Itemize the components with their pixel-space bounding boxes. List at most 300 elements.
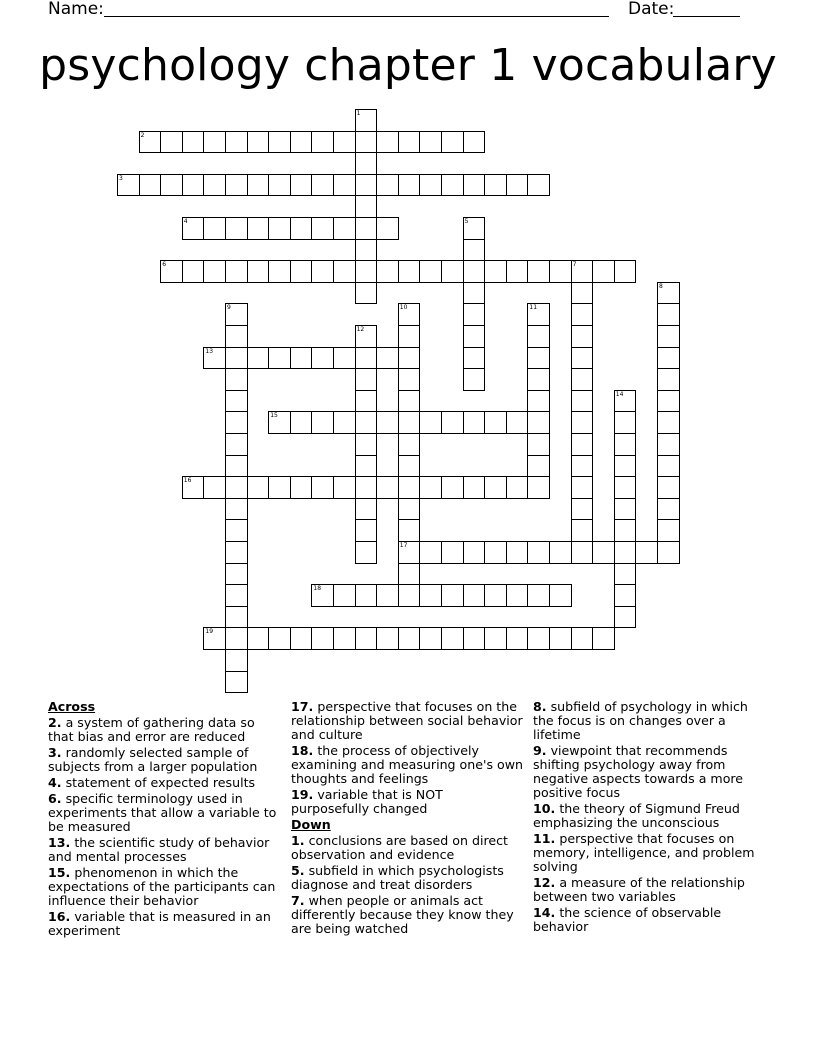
down-clue (533, 876, 769, 904)
grid-cell[interactable] (225, 325, 248, 348)
grid-cell[interactable] (203, 347, 226, 370)
grid-cell[interactable] (398, 627, 421, 650)
grid-cell[interactable] (506, 584, 529, 607)
clue-number: 17 (399, 542, 408, 549)
grid-cell[interactable] (268, 131, 291, 154)
grid-cell[interactable] (247, 174, 270, 197)
grid-cell[interactable] (203, 476, 226, 499)
grid-cell[interactable] (484, 584, 507, 607)
grid-cell[interactable] (225, 390, 248, 413)
grid-cell[interactable] (419, 476, 442, 499)
grid-cell[interactable] (463, 476, 486, 499)
grid-cell[interactable] (614, 455, 637, 478)
name-label: Name: (48, 0, 104, 19)
grid-cell[interactable] (657, 347, 680, 370)
grid-cell[interactable] (657, 433, 680, 456)
clue-label-number: 4. (48, 775, 62, 790)
clue-number: 10 (399, 304, 408, 312)
grid-cell[interactable] (441, 411, 464, 434)
grid-cell[interactable] (463, 303, 486, 326)
clue-text: variable that is NOT purposefully changed (291, 787, 443, 816)
grid-cell[interactable] (398, 476, 421, 499)
grid-cell[interactable] (592, 260, 615, 283)
grid-cell[interactable] (355, 195, 378, 218)
grid-cell[interactable] (527, 411, 550, 434)
grid-cell[interactable] (355, 368, 378, 391)
grid-cell[interactable] (527, 390, 550, 413)
clue-label-number: 3. (48, 745, 62, 760)
clue-number: 11 (529, 304, 538, 312)
grid-cell[interactable] (592, 541, 615, 564)
grid-cell[interactable] (527, 627, 550, 650)
grid-cell[interactable] (225, 433, 248, 456)
grid-cell[interactable] (614, 541, 637, 564)
grid-cell[interactable] (182, 260, 205, 283)
grid-cell[interactable] (398, 541, 421, 564)
grid-cell[interactable] (290, 411, 313, 434)
grid-cell[interactable] (247, 131, 270, 154)
grid-cell[interactable] (225, 131, 248, 154)
grid-cell[interactable] (441, 584, 464, 607)
grid-cell[interactable] (355, 217, 378, 240)
grid-cell[interactable] (398, 498, 421, 521)
grid-cell[interactable] (614, 411, 637, 434)
clue-text: subfield in which psychologists diagnose and treat disorders (291, 863, 504, 892)
across-clue (291, 700, 523, 742)
grid-cell[interactable] (355, 152, 378, 175)
grid-cell[interactable] (592, 627, 615, 650)
grid-cell[interactable] (527, 584, 550, 607)
clues-column-2 (291, 700, 523, 938)
grid-cell[interactable] (441, 174, 464, 197)
clue-label-number: 19. (291, 787, 314, 802)
grid-cell[interactable] (463, 411, 486, 434)
grid-cell[interactable] (506, 541, 529, 564)
grid-cell[interactable] (614, 563, 637, 586)
grid-cell[interactable] (117, 174, 140, 197)
grid-cell[interactable] (225, 303, 248, 326)
grid-cell[interactable] (311, 627, 334, 650)
grid-cell[interactable] (355, 131, 378, 154)
grid-cell[interactable] (376, 217, 399, 240)
grid-cell[interactable] (225, 347, 248, 370)
grid-cell[interactable] (463, 584, 486, 607)
grid-cell[interactable] (571, 455, 594, 478)
grid-cell[interactable] (657, 476, 680, 499)
grid-cell[interactable] (355, 455, 378, 478)
grid-cell[interactable] (441, 627, 464, 650)
across-clue (48, 910, 284, 938)
grid-cell[interactable] (290, 260, 313, 283)
grid-cell[interactable] (333, 584, 356, 607)
grid-cell[interactable] (333, 347, 356, 370)
grid-cell[interactable] (441, 476, 464, 499)
grid-cell[interactable] (398, 303, 421, 326)
grid-cell[interactable] (247, 217, 270, 240)
grid-cell[interactable] (355, 390, 378, 413)
grid-cell[interactable] (571, 325, 594, 348)
clue-text: specific terminology used in experiments that allow a variable to be measured (48, 791, 277, 834)
grid-cell[interactable] (614, 519, 637, 542)
grid-cell[interactable] (355, 627, 378, 650)
grid-cell[interactable] (203, 217, 226, 240)
grid-cell[interactable] (247, 476, 270, 499)
grid-cell[interactable] (463, 627, 486, 650)
grid-cell[interactable] (376, 347, 399, 370)
grid-cell[interactable] (463, 325, 486, 348)
grid-cell[interactable] (268, 627, 291, 650)
grid-cell[interactable] (268, 411, 291, 434)
grid-cell[interactable] (182, 476, 205, 499)
across-clue (48, 792, 284, 834)
grid-cell[interactable] (398, 260, 421, 283)
grid-cell[interactable] (160, 260, 183, 283)
grid-cell[interactable] (484, 411, 507, 434)
grid-cell[interactable] (355, 584, 378, 607)
grid-cell[interactable] (398, 519, 421, 542)
grid-cell[interactable] (527, 174, 550, 197)
clue-text: the process of objectively examining and measuring one's own thoughts and feelings (291, 743, 524, 786)
grid-cell[interactable] (160, 174, 183, 197)
grid-cell[interactable] (225, 455, 248, 478)
grid-cell[interactable] (225, 649, 248, 672)
grid-cell[interactable] (203, 260, 226, 283)
down-clue (533, 906, 769, 934)
grid-cell[interactable] (398, 455, 421, 478)
grid-cell[interactable] (571, 347, 594, 370)
grid-cell[interactable] (441, 131, 464, 154)
clue-label-number: 7. (291, 893, 305, 908)
clue-label-number: 5. (291, 863, 305, 878)
clue-label-number: 12. (533, 875, 556, 890)
grid-cell[interactable] (225, 519, 248, 542)
grid-cell[interactable] (657, 303, 680, 326)
grid-cell[interactable] (225, 411, 248, 434)
grid-cell[interactable] (376, 411, 399, 434)
grid-cell[interactable] (311, 131, 334, 154)
grid-cell[interactable] (355, 541, 378, 564)
grid-cell[interactable] (355, 239, 378, 262)
clue-number: 7 (572, 261, 577, 269)
grid-cell[interactable] (657, 390, 680, 413)
grid-cell[interactable] (463, 174, 486, 197)
clue-number: 5 (464, 218, 469, 225)
grid-cell[interactable] (657, 282, 680, 305)
grid-cell[interactable] (549, 627, 572, 650)
grid-cell[interactable] (657, 541, 680, 564)
grid-cell[interactable] (268, 217, 291, 240)
grid-cell[interactable] (549, 584, 572, 607)
clue-number: 18 (313, 585, 322, 593)
grid-cell[interactable] (419, 541, 442, 564)
grid-cell[interactable] (571, 282, 594, 305)
clue-text: variable that is measured in an experiment (48, 909, 271, 938)
grid-cell[interactable] (139, 131, 162, 154)
grid-cell[interactable] (463, 131, 486, 154)
grid-cell[interactable] (419, 584, 442, 607)
grid-cell[interactable] (290, 174, 313, 197)
clue-text: subfield of psychology in which the focus is on changes over a lifetime (533, 699, 748, 742)
clue-label-number: 10. (533, 801, 556, 816)
clue-number: 16 (183, 477, 192, 485)
grid-cell[interactable] (419, 131, 442, 154)
grid-cell[interactable] (225, 671, 248, 694)
grid-cell[interactable] (635, 541, 658, 564)
grid-cell[interactable] (225, 260, 248, 283)
grid-cell[interactable] (333, 627, 356, 650)
clue-text: the science of observable behavior (533, 905, 722, 934)
grid-cell[interactable] (268, 347, 291, 370)
across-heading: Across (48, 699, 96, 714)
clue-label-number: 16. (48, 909, 71, 924)
grid-cell[interactable] (484, 174, 507, 197)
grid-cell[interactable] (355, 109, 378, 132)
grid-cell[interactable] (571, 390, 594, 413)
grid-cell[interactable] (527, 476, 550, 499)
clue-label-number: 13. (48, 835, 71, 850)
grid-cell[interactable] (549, 541, 572, 564)
grid-cell[interactable] (182, 131, 205, 154)
grid-cell[interactable] (549, 260, 572, 283)
grid-cell[interactable] (506, 411, 529, 434)
grid-cell[interactable] (463, 239, 486, 262)
grid-cell[interactable] (506, 174, 529, 197)
grid-cell[interactable] (225, 174, 248, 197)
grid-cell[interactable] (247, 260, 270, 283)
grid-cell[interactable] (355, 325, 378, 348)
grid-cell[interactable] (657, 455, 680, 478)
grid-cell[interactable] (376, 131, 399, 154)
clue-label-number: 18. (291, 743, 314, 758)
grid-cell[interactable] (398, 325, 421, 348)
grid-cell[interactable] (376, 476, 399, 499)
grid-cell[interactable] (311, 260, 334, 283)
grid-cell[interactable] (527, 541, 550, 564)
clue-number: 2 (140, 131, 145, 139)
grid-cell[interactable] (614, 498, 637, 521)
grid-cell[interactable] (290, 476, 313, 499)
grid-cell[interactable] (355, 433, 378, 456)
grid-cell[interactable] (484, 627, 507, 650)
page-title: psychology chapter 1 vocabulary (39, 40, 777, 91)
grid-cell[interactable] (527, 433, 550, 456)
grid-cell[interactable] (419, 627, 442, 650)
grid-cell[interactable] (225, 606, 248, 629)
grid-cell[interactable] (311, 476, 334, 499)
grid-cell[interactable] (268, 260, 291, 283)
grid-cell[interactable] (203, 174, 226, 197)
grid-cell[interactable] (614, 476, 637, 499)
grid-cell[interactable] (527, 325, 550, 348)
grid-cell[interactable] (657, 325, 680, 348)
grid-cell[interactable] (419, 174, 442, 197)
grid-cell[interactable] (484, 476, 507, 499)
grid-cell[interactable] (419, 260, 442, 283)
grid-cell[interactable] (355, 476, 378, 499)
clue-text: statement of expected results (65, 775, 256, 790)
grid-cell[interactable] (571, 498, 594, 521)
across-clue (291, 788, 523, 816)
grid-cell[interactable] (225, 541, 248, 564)
grid-cell[interactable] (290, 347, 313, 370)
grid-cell[interactable] (571, 541, 594, 564)
grid-cell[interactable] (290, 217, 313, 240)
across-clue (48, 866, 284, 908)
grid-cell[interactable] (139, 174, 162, 197)
grid-cell[interactable] (225, 584, 248, 607)
grid-cell[interactable] (441, 541, 464, 564)
grid-cell[interactable] (527, 368, 550, 391)
grid-cell[interactable] (657, 411, 680, 434)
down-clue (291, 834, 523, 862)
grid-cell[interactable] (182, 217, 205, 240)
grid-cell[interactable] (376, 584, 399, 607)
grid-cell[interactable] (268, 174, 291, 197)
grid-cell[interactable] (376, 627, 399, 650)
clue-label-number: 6. (48, 791, 62, 806)
grid-cell[interactable] (398, 584, 421, 607)
grid-cell[interactable] (657, 519, 680, 542)
grid-cell[interactable] (311, 347, 334, 370)
grid-cell[interactable] (398, 368, 421, 391)
across-clue (48, 746, 284, 774)
grid-cell[interactable] (527, 455, 550, 478)
grid-cell[interactable] (182, 174, 205, 197)
clue-label-number: 14. (533, 905, 556, 920)
grid-cell[interactable] (441, 260, 464, 283)
grid-cell[interactable] (419, 411, 442, 434)
grid-cell[interactable] (311, 411, 334, 434)
grid-cell[interactable] (225, 627, 248, 650)
grid-cell[interactable] (225, 368, 248, 391)
grid-cell[interactable] (376, 174, 399, 197)
grid-cell[interactable] (247, 347, 270, 370)
clue-number: 13 (205, 347, 214, 355)
grid-cell[interactable] (268, 476, 291, 499)
grid-cell[interactable] (614, 606, 637, 629)
grid-cell[interactable] (398, 131, 421, 154)
grid-cell[interactable] (355, 498, 378, 521)
grid-cell[interactable] (463, 282, 486, 305)
grid-cell[interactable] (463, 541, 486, 564)
grid-cell[interactable] (571, 368, 594, 391)
clue-text: a measure of the relationship between two variables (533, 875, 745, 904)
across-clue (48, 776, 284, 790)
grid-cell[interactable] (398, 563, 421, 586)
grid-cell[interactable] (571, 476, 594, 499)
grid-cell[interactable] (571, 260, 594, 283)
grid-cell[interactable] (376, 260, 399, 283)
down-clue (291, 864, 523, 892)
grid-cell[interactable] (463, 260, 486, 283)
grid-cell[interactable] (571, 411, 594, 434)
grid-cell[interactable] (506, 260, 529, 283)
clue-text: randomly selected sample of subjects from a larger population (48, 745, 258, 774)
clue-number: 8 (659, 282, 663, 290)
grid-cell[interactable] (203, 131, 226, 154)
clue-number: 6 (162, 261, 167, 269)
grid-cell[interactable] (614, 433, 637, 456)
grid-cell[interactable] (527, 260, 550, 283)
clue-text: perspective that focuses on memory, intelligence, and problem solving (533, 831, 755, 874)
grid-cell[interactable] (290, 131, 313, 154)
grid-cell[interactable] (311, 174, 334, 197)
clue-number: 19 (205, 628, 214, 636)
grid-cell[interactable] (225, 498, 248, 521)
grid-cell[interactable] (333, 131, 356, 154)
down-clue (291, 894, 523, 936)
grid-cell[interactable] (657, 368, 680, 391)
grid-cell[interactable] (527, 347, 550, 370)
grid-cell[interactable] (527, 303, 550, 326)
grid-cell[interactable] (463, 368, 486, 391)
grid-cell[interactable] (506, 627, 529, 650)
grid-cell[interactable] (398, 174, 421, 197)
grid-cell[interactable] (160, 131, 183, 154)
grid-cell[interactable] (463, 217, 486, 240)
grid-cell[interactable] (355, 411, 378, 434)
grid-cell[interactable] (311, 584, 334, 607)
across-clue (48, 716, 284, 744)
grid-cell[interactable] (203, 627, 226, 650)
grid-cell[interactable] (506, 476, 529, 499)
grid-cell[interactable] (333, 411, 356, 434)
grid-cell[interactable] (571, 303, 594, 326)
grid-cell[interactable] (398, 390, 421, 413)
grid-cell[interactable] (614, 584, 637, 607)
grid-cell[interactable] (333, 476, 356, 499)
grid-cell[interactable] (657, 498, 680, 521)
grid-cell[interactable] (225, 476, 248, 499)
clue-number: 14 (615, 390, 624, 398)
grid-cell[interactable] (225, 563, 248, 586)
grid-cell[interactable] (614, 390, 637, 413)
grid-cell[interactable] (571, 433, 594, 456)
grid-cell[interactable] (355, 282, 378, 305)
grid-cell[interactable] (355, 174, 378, 197)
grid-cell[interactable] (225, 217, 248, 240)
clue-label-number: 8. (533, 699, 547, 714)
grid-cell[interactable] (247, 627, 270, 650)
grid-cell[interactable] (484, 541, 507, 564)
clue-text: phenomenon in which the expectations of the participants can influence their behavior (48, 865, 276, 908)
grid-cell[interactable] (484, 260, 507, 283)
down-clue (533, 832, 769, 874)
grid-cell[interactable] (398, 433, 421, 456)
clue-label-number: 9. (533, 743, 547, 758)
grid-cell[interactable] (333, 217, 356, 240)
clue-number: 4 (183, 218, 188, 225)
grid-cell[interactable] (398, 411, 421, 434)
clue-text: when people or animals act differently because they know they are being watched (291, 893, 514, 936)
grid-cell[interactable] (614, 260, 637, 283)
grid-cell[interactable] (463, 347, 486, 370)
grid-cell[interactable] (571, 627, 594, 650)
grid-cell[interactable] (398, 347, 421, 370)
clue-text: the theory of Sigmund Freud emphasizing the unconscious (533, 801, 740, 830)
grid-cell[interactable] (355, 347, 378, 370)
clue-text: perspective that focuses on the relationship between social behavior and culture (291, 699, 523, 742)
clue-text: a system of gathering data so that bias and error are reduced (48, 715, 255, 744)
grid-cell[interactable] (355, 260, 378, 283)
grid-cell[interactable] (571, 519, 594, 542)
grid-cell[interactable] (333, 260, 356, 283)
grid-cell[interactable] (290, 627, 313, 650)
grid-cell[interactable] (355, 519, 378, 542)
grid-cell[interactable] (311, 217, 334, 240)
down-clue (533, 700, 769, 742)
grid-cell[interactable] (333, 174, 356, 197)
